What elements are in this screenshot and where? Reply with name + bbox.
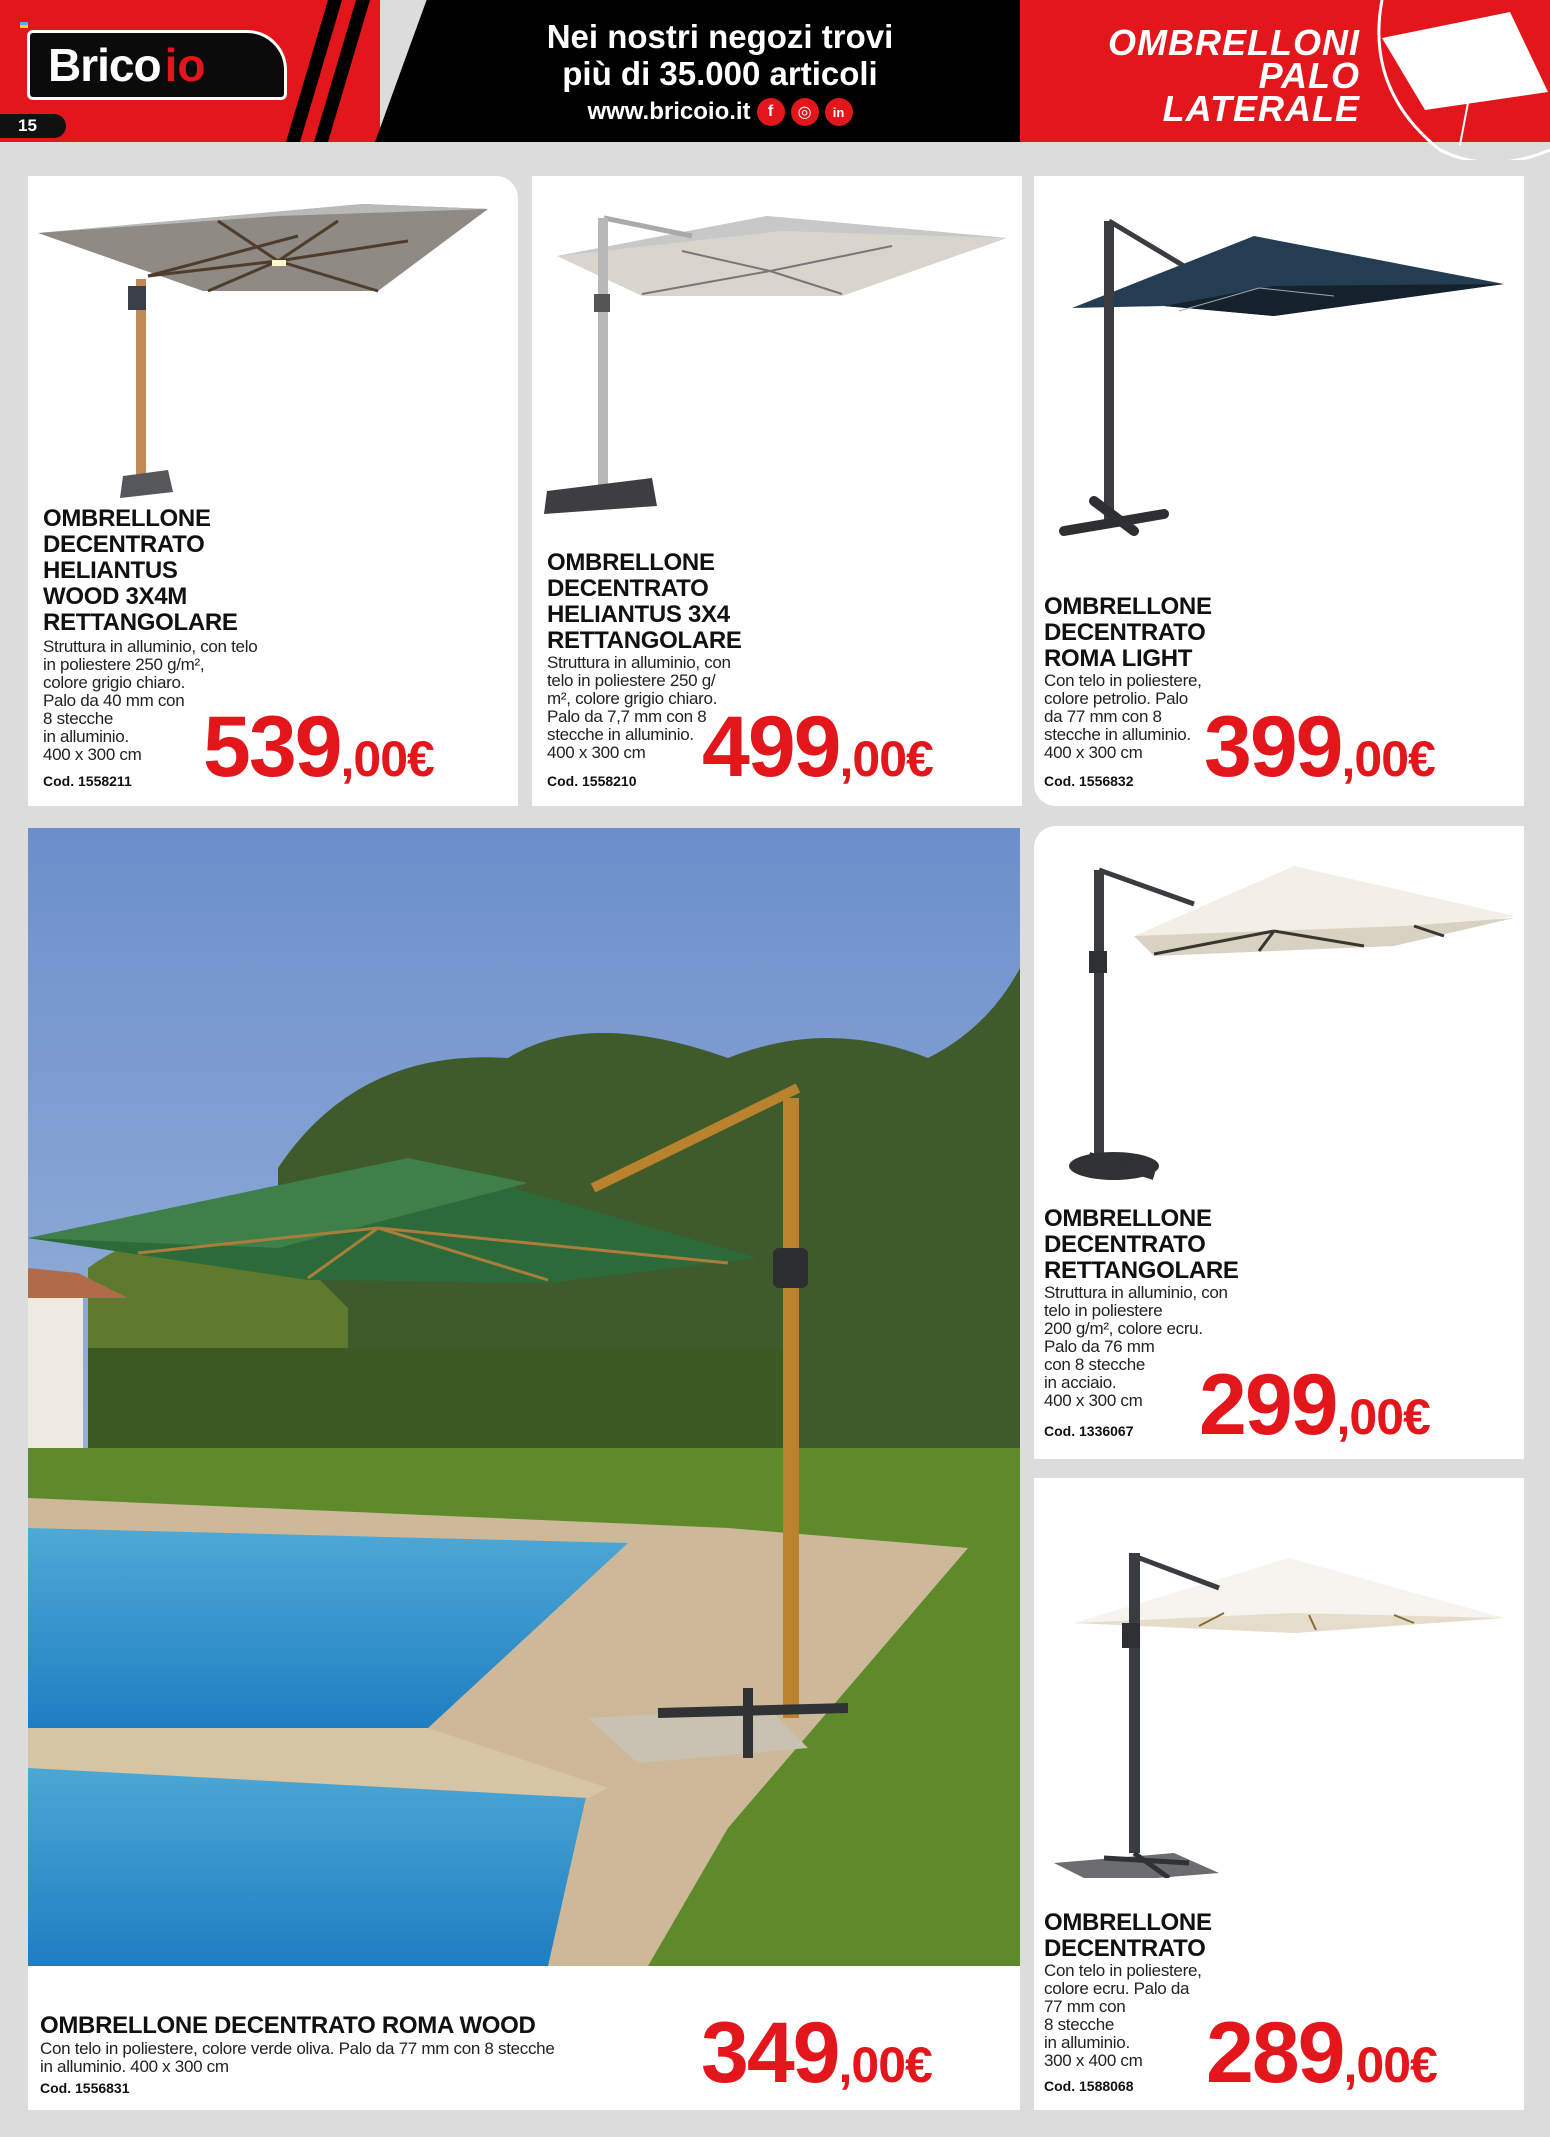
product-title: OMBRELLONE DECENTRATO RETTANGOLARE — [1044, 1205, 1239, 1284]
price-decimal: ,00€ — [340, 731, 434, 787]
price-integer: 349 — [701, 2005, 839, 2101]
product-card-rettangolare-ecru[interactable] — [1034, 826, 1524, 1459]
product-description: Con telo in poliestere, colore ecru. Palo da 77 mm con 8 stecche in alluminio. 300 x 400 cm — [1044, 1961, 1202, 2070]
product-description: Struttura in alluminio, con telo in poliestere 250 g/m², colore grigio chiaro. Palo da 40 mm con 8 stecche in alluminio. 400 x 300 cm — [43, 637, 258, 764]
product-code: Cod. 1336067 — [1044, 1423, 1134, 1439]
website-link[interactable]: www.bricoio.it — [587, 98, 751, 125]
product-price — [702, 698, 933, 797]
product-price — [203, 698, 434, 797]
price-decimal: ,00€ — [1343, 2037, 1437, 2093]
product-price — [1199, 1356, 1430, 1455]
product-description: Struttura in alluminio, con telo in poliestere 250 g/ m², colore grigio chiaro. Palo da 7,7 mm con 8 stecche in alluminio. 400 x 300 cm — [547, 653, 731, 762]
product-title: OMBRELLONE DECENTRATO HELIANTUS WOOD 3X4M RETTANGOLARE — [43, 505, 238, 636]
tagline-line-1: Nei nostri negozi trovi — [546, 18, 894, 55]
price-decimal: ,00€ — [839, 731, 933, 787]
product-description: Struttura in alluminio, con telo in poliestere 200 g/m², colore ecru. Palo da 76 mm con 8 stecche in acciaio. 400 x 300 cm — [1044, 1283, 1228, 1410]
price-integer: 289 — [1206, 2005, 1344, 2101]
price-integer: 299 — [1199, 1357, 1337, 1453]
website-row — [440, 98, 1000, 126]
product-image-umbrella-ecru — [1034, 826, 1524, 1196]
price-integer: 499 — [702, 699, 840, 795]
price-integer: 539 — [203, 699, 341, 795]
page-number: 15 — [0, 114, 66, 138]
flag-icon — [20, 22, 28, 28]
section-title-line-2: PALO — [1258, 55, 1360, 96]
product-card-decentrato-ecru[interactable] — [1034, 1478, 1524, 2110]
instagram-icon[interactable]: ◎ — [791, 98, 819, 126]
product-title: OMBRELLONE DECENTRATO — [1044, 1909, 1212, 1962]
header-stripes-decoration — [280, 0, 390, 142]
price-decimal: ,00€ — [838, 2037, 932, 2093]
price-decimal: ,00€ — [1341, 731, 1435, 787]
section-title-line-1: OMBRELLONI — [1108, 22, 1360, 63]
price-integer: 399 — [1204, 699, 1342, 795]
linkedin-icon[interactable]: in — [825, 98, 853, 126]
facebook-icon[interactable]: f — [757, 98, 785, 126]
header-tagline — [440, 18, 1000, 126]
product-image-umbrella-grey-wood — [28, 176, 518, 506]
product-card-heliantus-3x4[interactable] — [532, 176, 1022, 806]
product-image-umbrella-petrol — [1034, 176, 1524, 556]
umbrella-icon — [1370, 0, 1550, 160]
product-code: Cod. 1558211 — [43, 773, 132, 789]
logo-text-io: io — [164, 39, 206, 91]
product-price — [701, 2004, 932, 2103]
product-photo-roma-wood-poolside — [28, 828, 1020, 1966]
product-price — [1204, 698, 1435, 797]
product-code: Cod. 1558210 — [547, 773, 637, 789]
page-header — [0, 0, 1550, 142]
product-card-roma-wood[interactable] — [28, 828, 1020, 2110]
logo-text-brico: Brico — [48, 39, 161, 91]
product-description: Con telo in poliestere, colore petrolio. Palo da 77 mm con 8 stecche in alluminio. 400 x 300 cm — [1044, 671, 1202, 762]
bricoio-logo[interactable] — [27, 30, 287, 100]
product-code: Cod. 1556832 — [1044, 773, 1134, 789]
section-title — [1060, 22, 1360, 129]
product-code: Cod. 1588068 — [1044, 2078, 1134, 2094]
product-title: OMBRELLONE DECENTRATO ROMA LIGHT — [1044, 593, 1212, 672]
product-image-umbrella-grey — [532, 176, 1022, 516]
tagline-line-2: più di 35.000 articoli — [562, 55, 878, 92]
product-card-heliantus-wood[interactable] — [28, 176, 518, 806]
product-description: Con telo in poliestere, colore verde oliva. Palo da 77 mm con 8 stecche in alluminio. 400 x 300 cm — [40, 2039, 555, 2076]
price-decimal: ,00€ — [1336, 1389, 1430, 1445]
product-title: OMBRELLONE DECENTRATO HELIANTUS 3X4 RETTANGOLARE — [547, 549, 742, 654]
product-card-roma-light[interactable] — [1034, 176, 1524, 806]
product-code: Cod. 1556831 — [40, 2080, 130, 2096]
product-price — [1206, 2004, 1437, 2103]
product-image-umbrella-white — [1034, 1478, 1524, 1878]
product-title: OMBRELLONE DECENTRATO ROMA WOOD — [40, 2012, 536, 2039]
section-title-line-3: LATERALE — [1162, 88, 1360, 129]
